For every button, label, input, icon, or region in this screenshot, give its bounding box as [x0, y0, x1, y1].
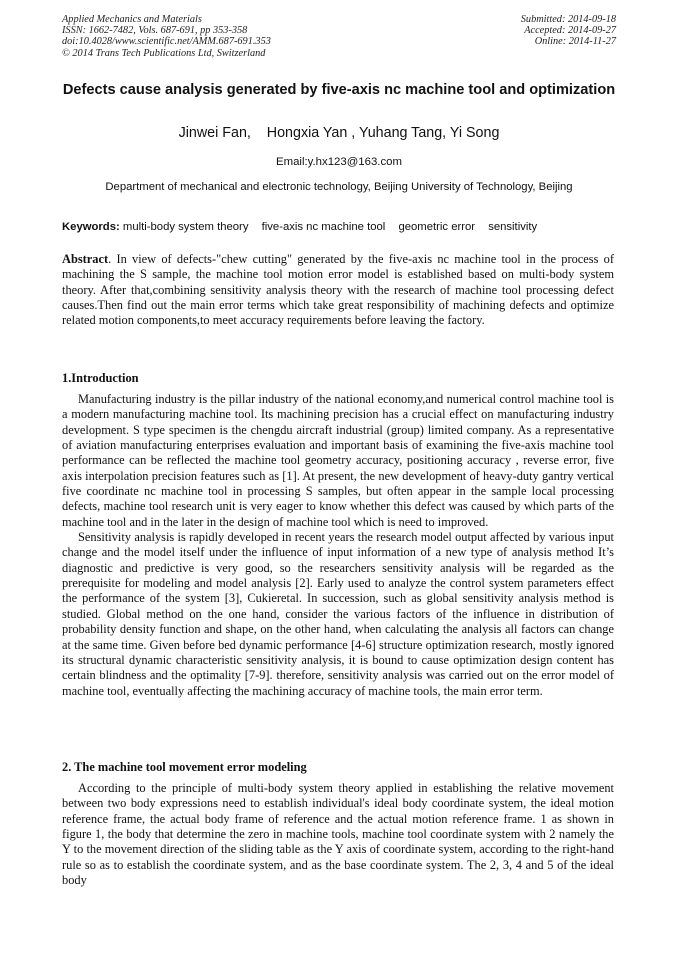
- keyword: sensitivity: [488, 221, 538, 233]
- doi-line: doi:10.4028/www.scientific.net/AMM.687-691.353: [62, 36, 271, 48]
- accepted-date: Accepted: 2014-09-27: [524, 25, 616, 37]
- paragraph: Sensitivity analysis is rapidly developed in recent years the research model output affected by various input change and the model itself under the influence of input information of a new type of analysis method It’s diagnostic and predictive is very good, so the researchers sensitivity analysis will be regarded as the prerequisite for modeling and model analysis [2]. Early used to analyze the control system parameters effect the performance of the system [3], Cukieretal. In succession, such as global sensitivity analysis method is studied. Global method on the one hand, consider the various factors of the influence in distribution of probability density function and shape, on the other hand, when calculating the analysis all factors can change at the same time. Given before bed dynamic performance [4-6] structure optimization research, mostly ignored its structural dynamic characteristic sensitivity analysis, it is bound to cause optimization design content has certain blindness and the optimality [7-9]. therefore, sensitivity analysis was carried out on the error model of machine tool, eventually affecting the machining accuracy of machine tools, the main error term.: [62, 530, 614, 698]
- section-heading-error-modeling: 2. The machine tool movement error modeling: [62, 760, 307, 774]
- issn-line: ISSN: 1662-7482, Vols. 687-691, pp 353-358: [62, 25, 248, 37]
- abstract-label: Abstract: [62, 252, 109, 266]
- keywords-label: Keywords:: [62, 221, 120, 233]
- affiliation: Department of mechanical and electronic technology, Beijing University of Technology, Beijing: [105, 181, 573, 193]
- keyword: five-axis nc machine tool: [261, 221, 386, 233]
- journal-header-left: [62, 14, 271, 59]
- paper-title: Defects cause analysis generated by five-axis nc machine tool and optimization: [62, 82, 616, 98]
- section-heading-introduction: 1.Introduction: [62, 371, 139, 385]
- submitted-date: Submitted: 2014-09-18: [520, 14, 616, 25]
- abstract-text: . In view of defects-"chew cutting" generated by the five-axis nc machine tool in the process of machining the S sample, the machine tool motion error model is established based on multi-body system theory. After that,combining sensitivity analysis theory with the research of machine tool processing defect causes.Then find out the main error terms which take great responsibility of machining defects and optimize related motion components,to meet accuracy requirements before leaving the factory.: [62, 252, 614, 328]
- copyright-line: © 2014 Trans Tech Publications Ltd, Switzerland: [62, 47, 266, 59]
- author-email: Email:y.hx123@163.com: [276, 156, 402, 168]
- abstract: [62, 252, 614, 329]
- paragraph: Manufacturing industry is the pillar industry of the national economy,and numerical control machine tool is a modern manufacturing machine tool. Its machining precision has a crucial effect on manufacturing industry development. S type specimen is the chengdu aircraft industrial (group) limited company. As a representative of aviation manufacturing enterprises evaluation and important basis of examining the five-axis machine tool performance can be reflected the machine tool geometry accuracy, positioning accuracy , reverse error, five axis interpolation precision features such as [1]. At present, the new development of heavy-duty gantry vertical five coordinate nc machine tool in processing S samples, but often appear in the sample local processing defects, machine tool research unit is very eager to know whether this defect was caused by which parts of the machine tool and in the later in the design of machine tool which is need to improved.: [62, 392, 614, 529]
- keyword: geometric error: [398, 221, 476, 233]
- keywords-line: [62, 220, 622, 234]
- journal-name: Applied Mechanics and Materials: [62, 14, 202, 25]
- online-date: Online: 2014-11-27: [534, 36, 616, 48]
- keyword: multi-body system theory: [122, 221, 249, 233]
- section-body-introduction: [62, 392, 614, 699]
- paragraph: According to the principle of multi-body system theory applied in establishing the relative movement between two body expressions need to establish individual's ideal body coordinate system, the ideal motion reference frame, the actual body frame of reference and the actual motion reference frame. 1 as shown in figure 1, the body that determine the zero in machine tools, machine tool coordinate system with 2 namely the Y to the movement direction of the sliding table as the Y axis of coordinate system, according to the right-hand rule so as to establish the coordinate system, and as the base coordinate system. The 2, 3, 4 and 5 of the ideal body: [62, 781, 614, 888]
- author-list: Jinwei Fan, Hongxia Yan , Yuhang Tang, Yi Song: [178, 125, 500, 141]
- journal-header-right: [521, 14, 616, 48]
- section-body-error-modeling: [62, 781, 614, 888]
